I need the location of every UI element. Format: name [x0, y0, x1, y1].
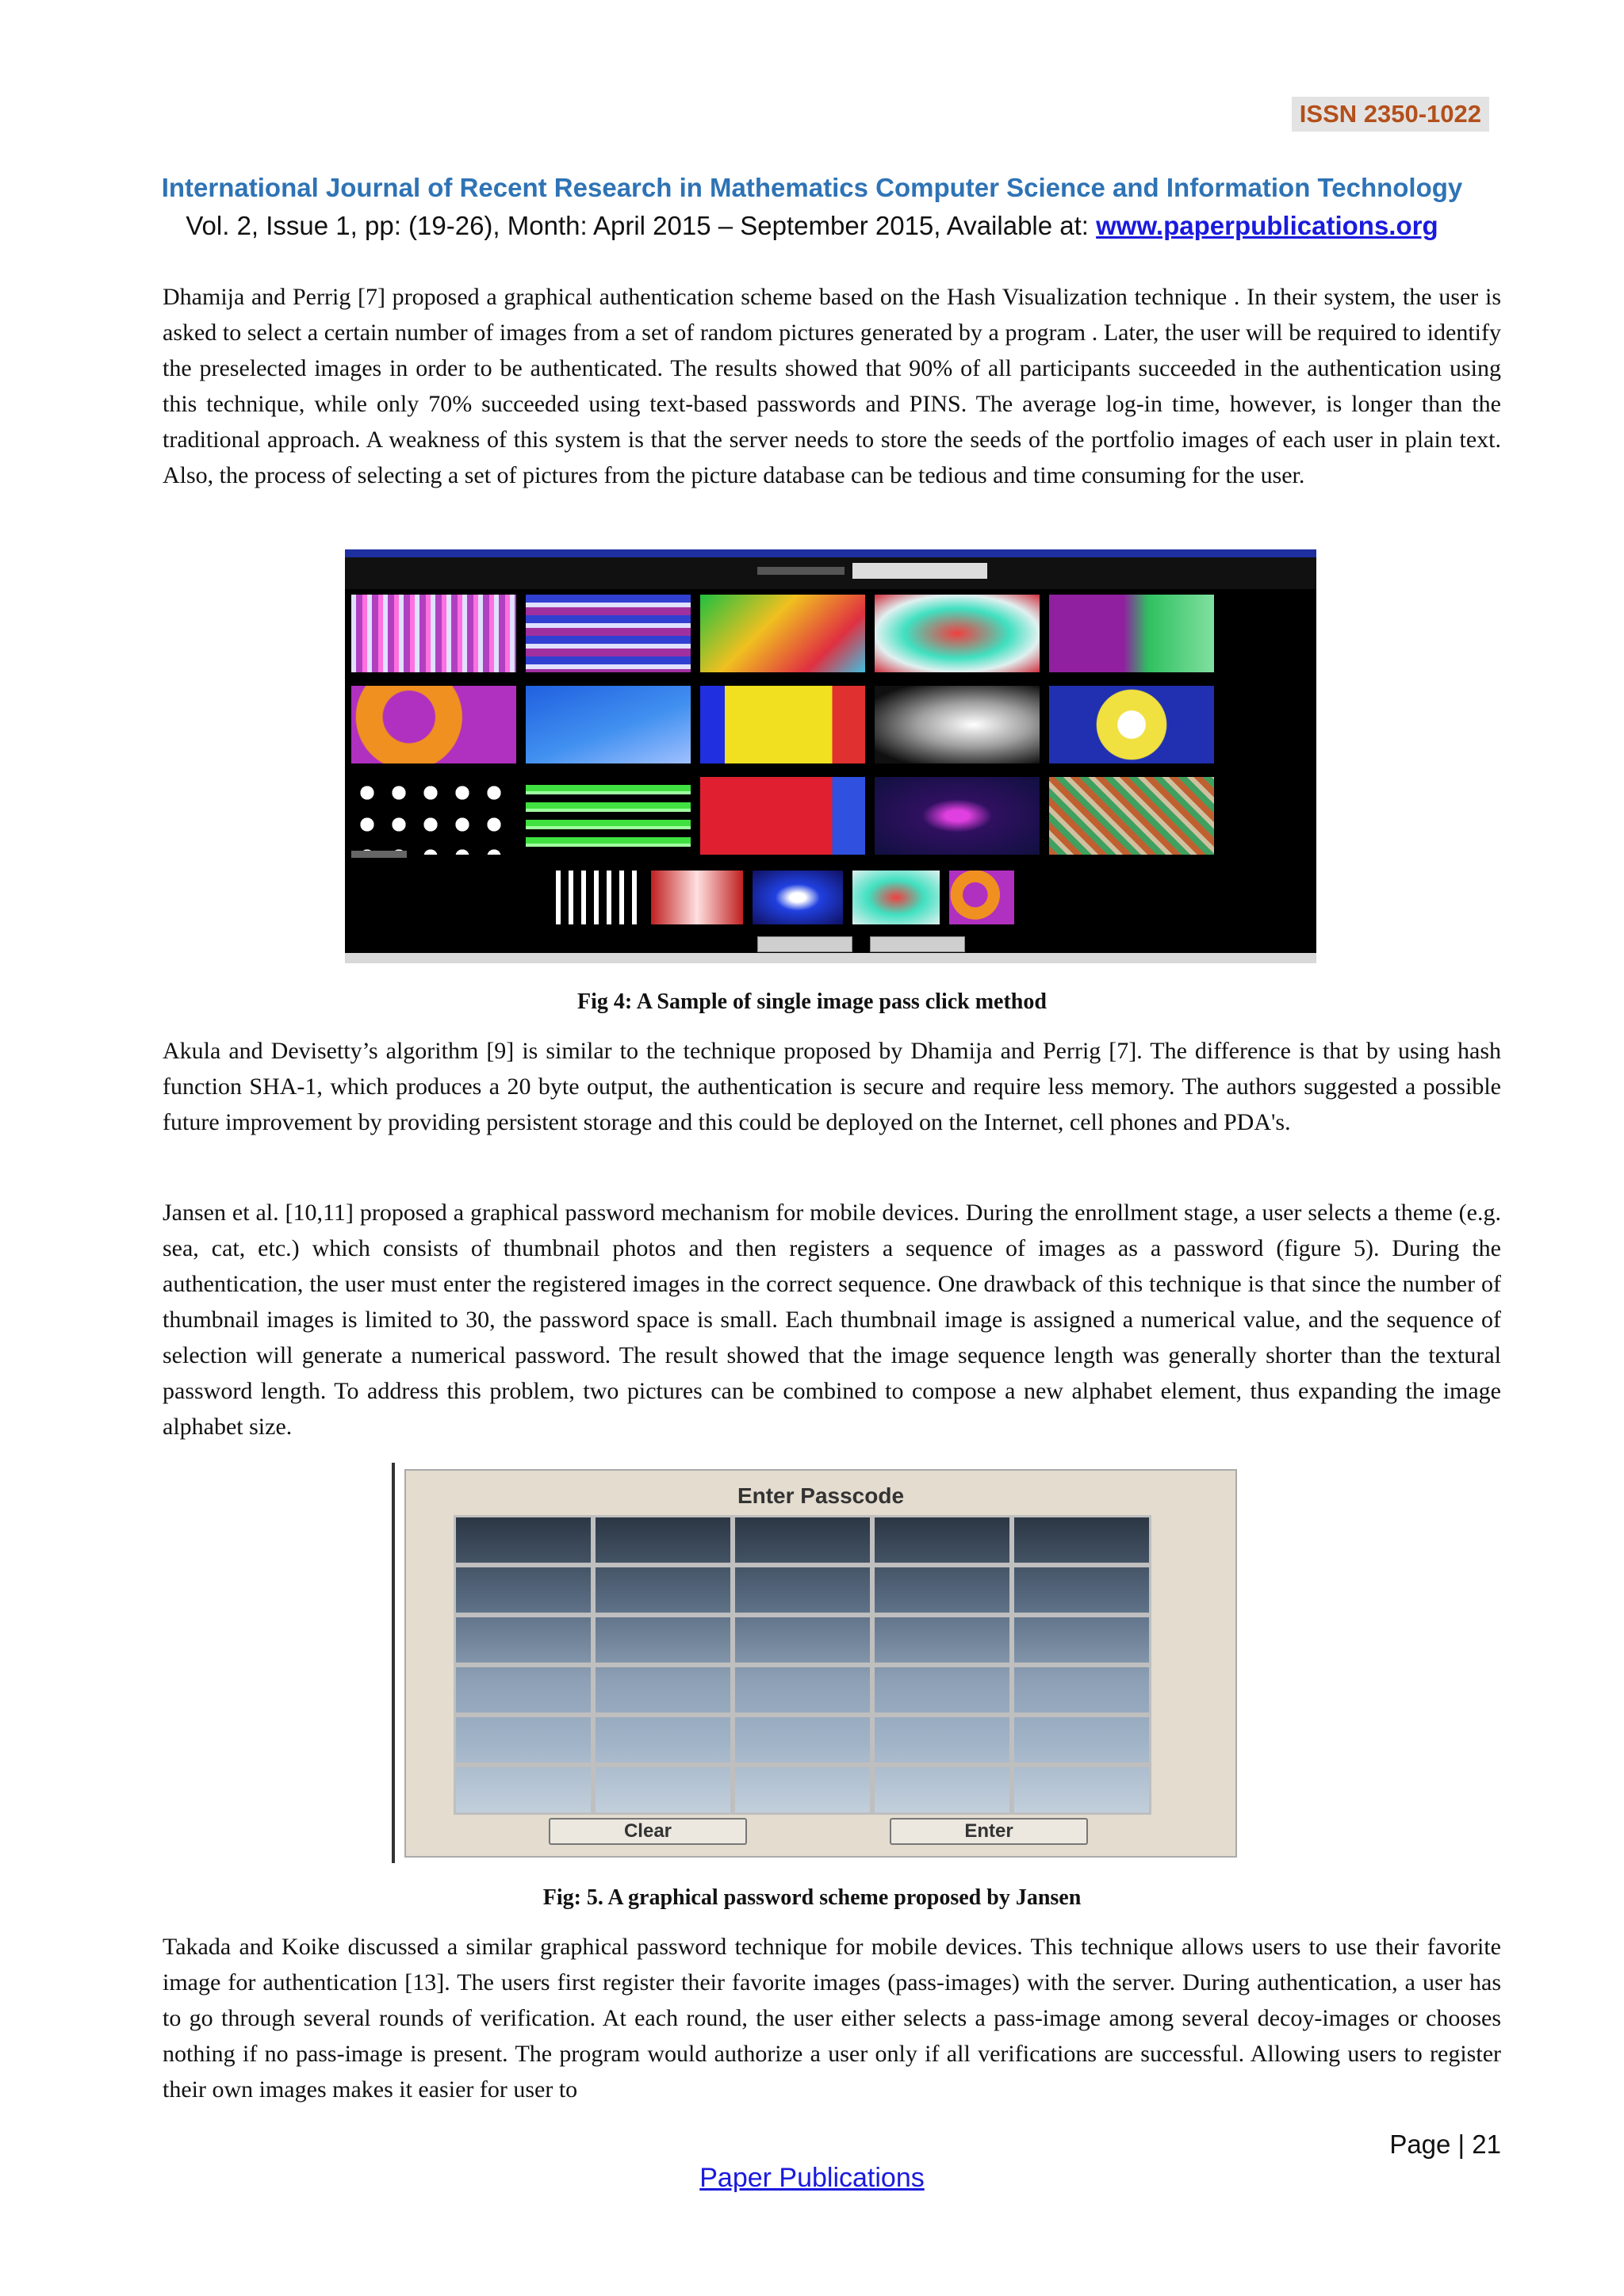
volume-text: Vol. 2, Issue 1, pp: (19-26), Month: April 2015 – September 2015, Available at: [186, 211, 1097, 240]
image-tile [875, 595, 1040, 672]
fig4-right-button [870, 936, 965, 952]
image-tile [1049, 595, 1214, 672]
portfolio-tile [949, 871, 1014, 924]
figure-border-line [392, 1463, 395, 1863]
thumbnail-cell [454, 1765, 593, 1815]
thumbnail-cell [872, 1515, 1012, 1565]
figure-5-image [390, 1463, 1248, 1863]
portfolio-tile [651, 871, 743, 924]
publisher-footer[interactable]: Paper Publications [699, 2163, 925, 2193]
portfolio-tile [548, 871, 642, 924]
figure-4-image [345, 549, 1316, 963]
thumbnail-cell [733, 1615, 872, 1665]
image-tile [700, 595, 865, 672]
portfolio-label [351, 851, 407, 858]
paragraph-takada: Takada and Koike discussed a similar graphical password technique for mobile devices. This technique allows users to use their favorite image for authentication [13]. The users first register their favorite images (pass-images) with the server. During authentication, a user has to go through several rounds of verification. At each round, the user either selects a pass-image among several decoy-images or chooses nothing if no pass-image is present. The program would authorize a user only if all verifications are successful. Allowing users to register their own images makes it easier for user to [163, 1934, 1501, 2103]
thumbnail-cell [733, 1665, 872, 1715]
thumbnail-cell [593, 1715, 733, 1765]
clear-button: Clear [549, 1818, 747, 1845]
thumbnail-cell [593, 1615, 733, 1665]
thumbnail-cell [454, 1665, 593, 1715]
image-tile [1049, 686, 1214, 763]
passcode-panel [404, 1469, 1237, 1858]
portfolio-tile [753, 871, 843, 924]
image-tile [875, 686, 1040, 763]
thumbnail-grid [454, 1515, 1151, 1815]
paragraph-dhamija: Dhamija and Perrig [7] proposed a graphical authentication scheme based on the Hash Visualization technique . In their system, the user is asked to select a certain number of images from a set of random pictures generated by a program . Later, the user will be required to identify the preselected images in order to be authenticated. The results showed that 90% of all participants succeeded in the authentication using this technique, while only 70% succeeded using text-based passwords and PINS. The average log-in time, however, is longer than the traditional approach. A weakness of this system is that the server needs to store the seeds of the portfolio images of each user in plain text. Also, the process of selecting a set of pictures from the picture database can be tedious and time consuming for the user. [163, 284, 1501, 488]
thumbnail-cell [872, 1565, 1012, 1615]
page-number: Page | 21 [1389, 2130, 1501, 2159]
fig4-left-button [757, 936, 852, 952]
paragraph-jansen: Jansen et al. [10,11] proposed a graphical password mechanism for mobile devices. During the enrollment stage, a user selects a theme (e.g. sea, cat, etc.) which consists of thumbnail photos and then registers a sequence of images as a password (figure 5). During the authentication, the user must enter the registered images in the correct sequence. One drawback of this technique is that since the number of thumbnail images is limited to 30, the password space is small. Each thumbnail image is assigned a numerical value, and the sequence of selection will generate a numerical password. The result showed that the image sequence length was generally shorter than the textural password length. To address this problem, two pictures can be combined to compose a new alphabet element, thus expanding the image alphabet size. [163, 1200, 1501, 1440]
image-tile [875, 777, 1040, 855]
thumbnail-cell [454, 1715, 593, 1765]
issn-label: ISSN 2350-1022 [1292, 97, 1489, 132]
figure-5-caption: Fig: 5. A graphical password scheme proposed by Jansen [542, 1885, 1082, 1910]
thumbnail-cell [593, 1665, 733, 1715]
thumbnail-cell [1012, 1765, 1151, 1815]
paragraph-akula: Akula and Devisetty’s algorithm [9] is similar to the technique proposed by Dhamija and Perrig [7]. The difference is that by using hash function SHA-1, which produces a 20 byte output, the authentication is secure and require less memory. The authors suggested a possible future improvement by providing persistent storage and this could be deployed on the Internet, cell phones and PDA's. [163, 1038, 1501, 1135]
journal-link[interactable]: www.paperpublications.org [1096, 211, 1438, 240]
thumbnail-cell [1012, 1615, 1151, 1665]
status-bar [345, 953, 1316, 963]
thumbnail-cell [1012, 1665, 1151, 1715]
thumbnail-cell [733, 1765, 872, 1815]
image-tile [700, 777, 865, 855]
image-tile [700, 686, 865, 763]
enter-button: Enter [890, 1818, 1088, 1845]
thumbnail-cell [872, 1765, 1012, 1815]
thumbnail-cell [593, 1765, 733, 1815]
image-tile [526, 777, 691, 855]
image-tile [1049, 777, 1214, 855]
username-field [852, 563, 987, 579]
thumbnail-cell [593, 1565, 733, 1615]
thumbnail-cell [733, 1515, 872, 1565]
image-tile [351, 686, 516, 763]
thumbnail-cell [872, 1615, 1012, 1665]
thumbnail-cell [872, 1665, 1012, 1715]
thumbnail-cell [872, 1715, 1012, 1765]
image-tile [526, 595, 691, 672]
username-label [757, 567, 845, 575]
thumbnail-cell [593, 1515, 733, 1565]
thumbnail-cell [454, 1565, 593, 1615]
volume-line [0, 211, 1624, 241]
thumbnail-cell [454, 1615, 593, 1665]
thumbnail-cell [733, 1565, 872, 1615]
thumbnail-cell [733, 1715, 872, 1765]
window-title-bar [345, 549, 1316, 557]
image-tile [351, 777, 516, 855]
figure-4-caption: Fig 4: A Sample of single image pass click method [577, 989, 1047, 1014]
journal-title: International Journal of Recent Research in Mathematics Computer Science and Information Technology [161, 173, 1463, 202]
thumbnail-cell [1012, 1565, 1151, 1615]
portfolio-tile [852, 871, 940, 924]
thumbnail-cell [1012, 1715, 1151, 1765]
passcode-title: Enter Passcode [737, 1483, 905, 1508]
image-tile [526, 686, 691, 763]
image-tile [351, 595, 516, 672]
thumbnail-cell [454, 1515, 593, 1565]
thumbnail-cell [1012, 1515, 1151, 1565]
